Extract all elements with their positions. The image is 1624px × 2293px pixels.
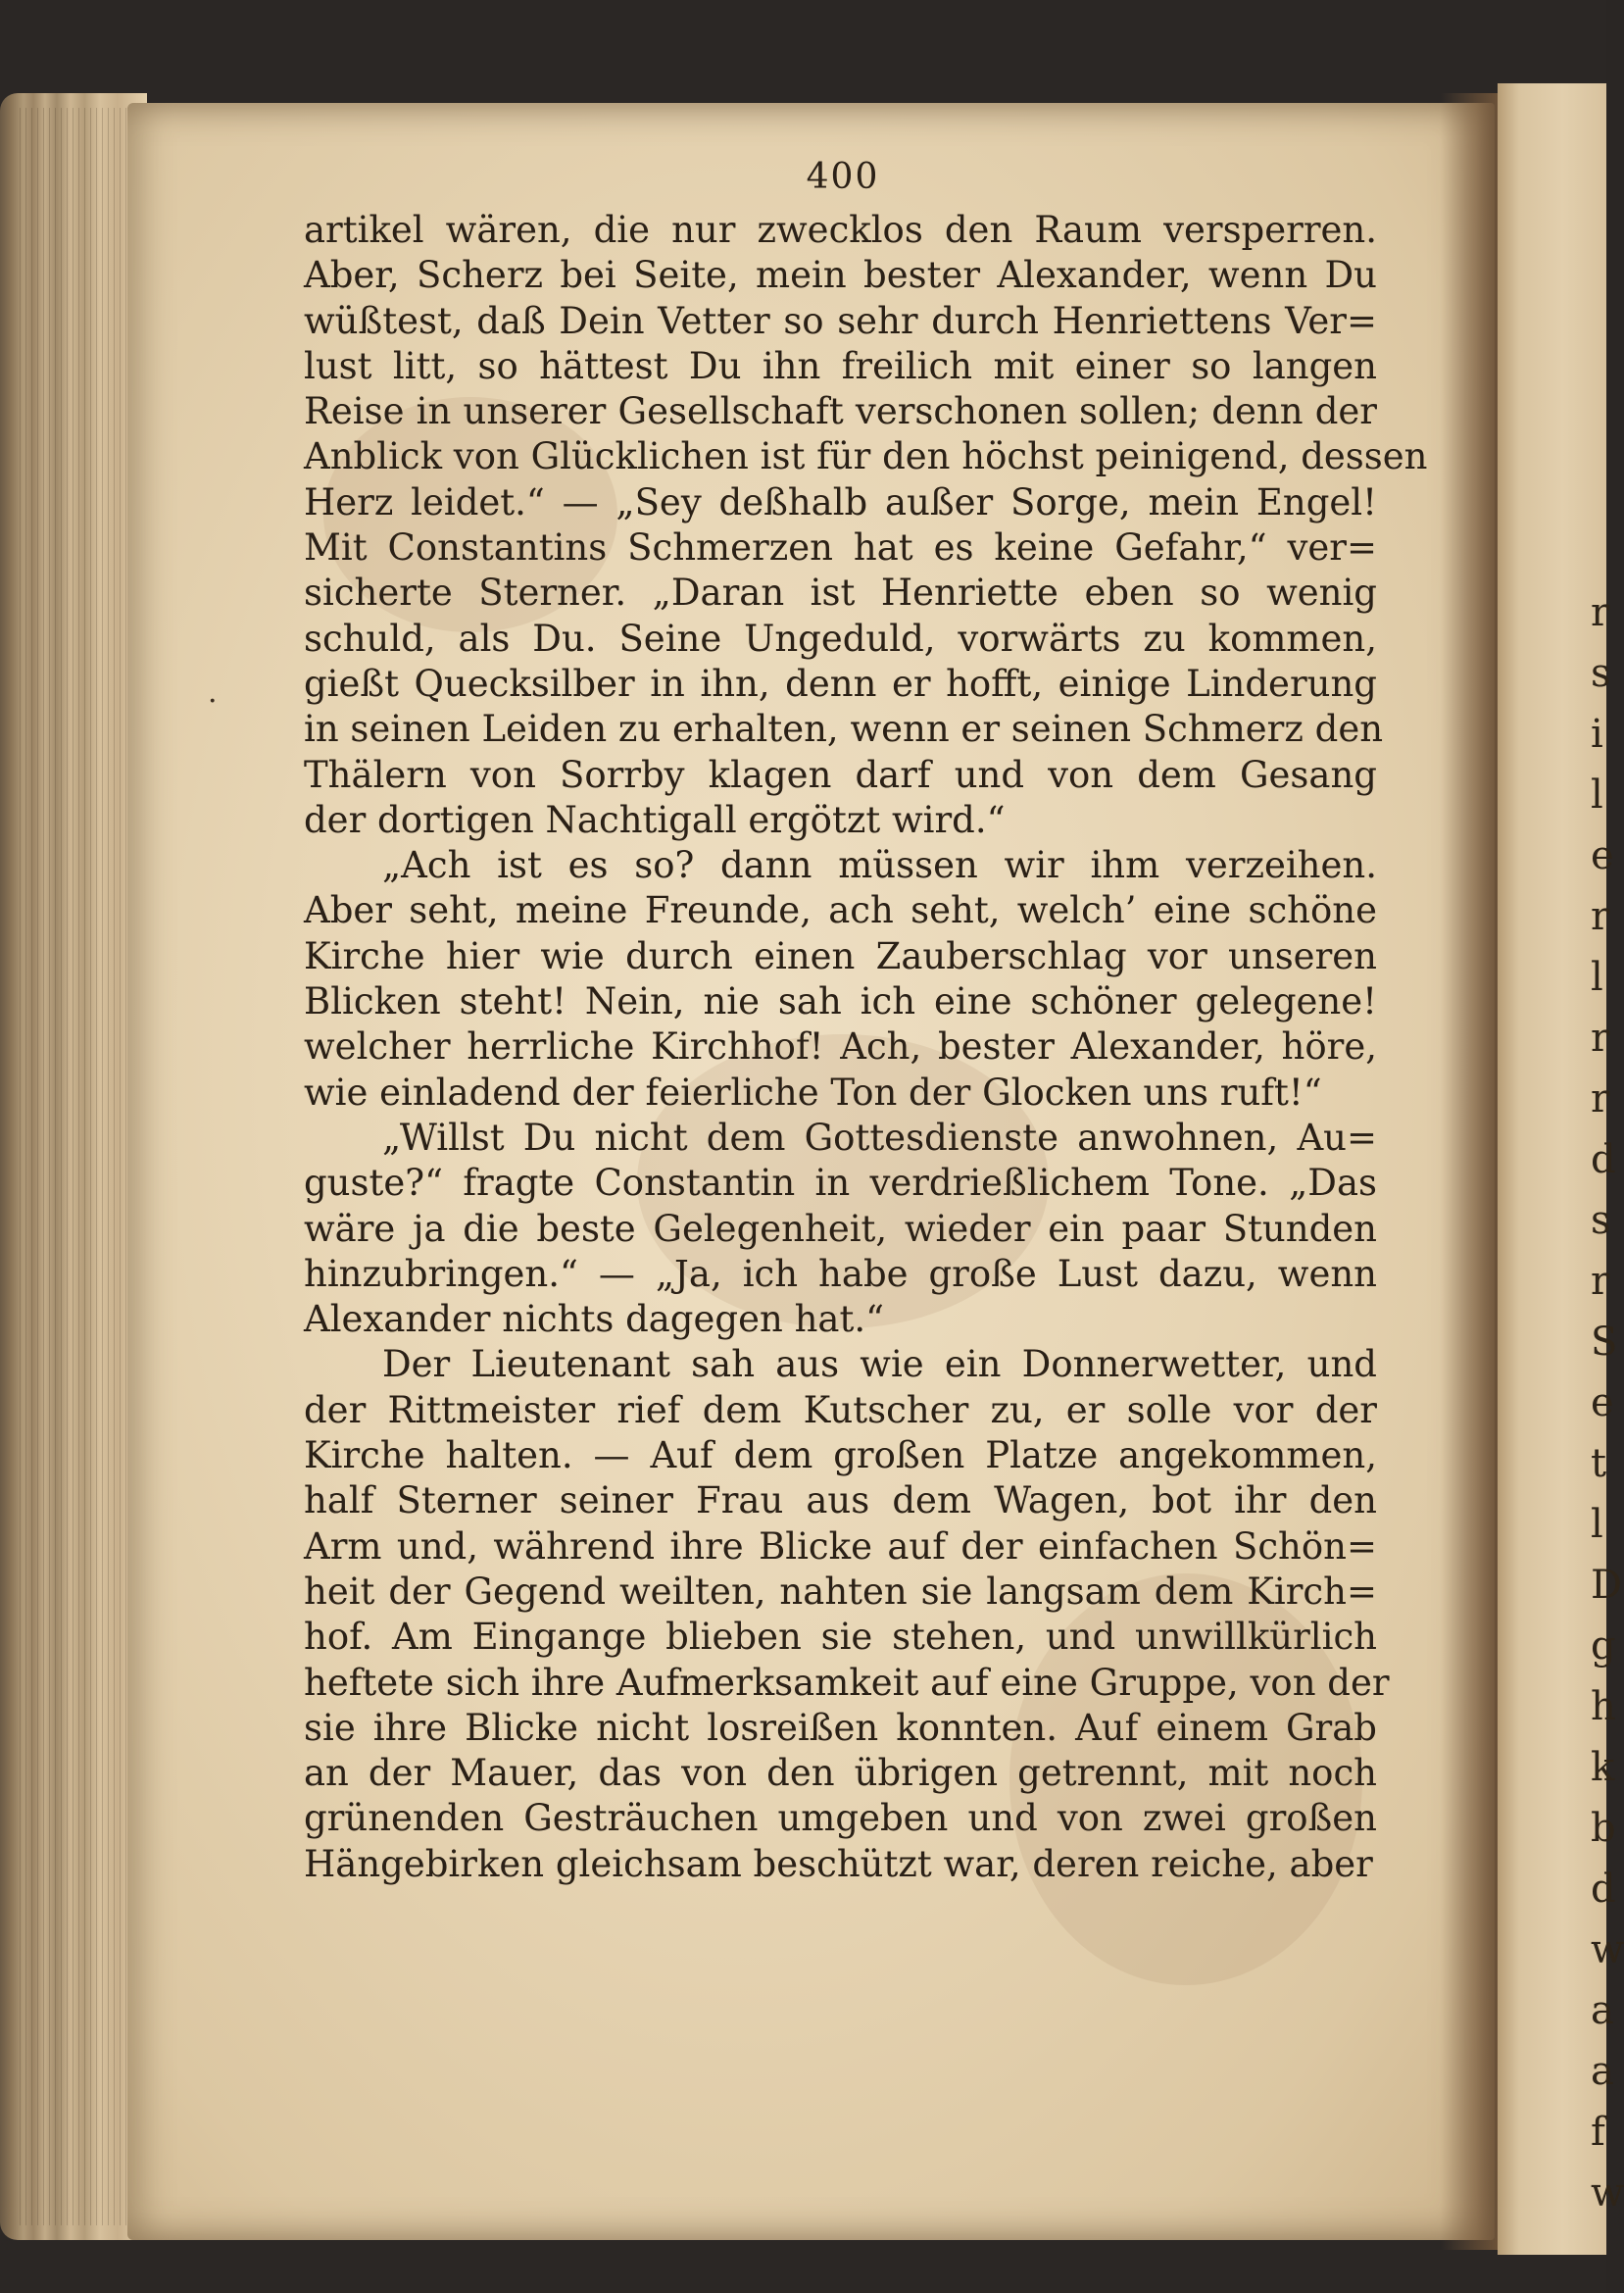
text-line: heftete sich ihre Aufmerksamkeit auf eine Gruppe, von der: [304, 1661, 1390, 1704]
text-line: half Sterner seiner Frau aus dem Wagen, bot ihr den: [304, 1479, 1377, 1522]
adjacent-page-fragment: s: [1591, 651, 1611, 696]
text-line: heit der Gegend weilten, nahten sie langsam dem Kirch=: [304, 1570, 1377, 1613]
adjacent-page-fragment: k: [1591, 1745, 1615, 1790]
text-line: Thälern von Sorrby klagen darf und von dem Gesang: [304, 753, 1377, 796]
text-line: in seinen Leiden zu erhalten, wenn er seinen Schmerz den: [304, 708, 1384, 751]
book-gutter: [1441, 93, 1500, 2250]
adjacent-page-fragment: f: [1591, 2110, 1605, 2155]
adjacent-page-fragment: D: [1591, 1563, 1623, 1608]
text-line: Alexander nichts dagegen hat.“: [304, 1298, 884, 1341]
text-line: lust litt, so hättest Du ihn freilich mit einer so langen: [304, 344, 1377, 387]
text-line: guste?“ fragte Constantin in verdrießlichem Tone. „Das: [304, 1162, 1377, 1205]
adjacent-page-fragment: r: [1591, 590, 1610, 635]
text-line: Aber, Scherz bei Seite, mein bester Alexander, wenn Du: [304, 254, 1377, 297]
adjacent-page-fragment: h: [1591, 1684, 1616, 1729]
page-number: 400: [806, 157, 880, 197]
page-body-text: [304, 208, 1428, 1887]
text-line: artikel wären, die nur zwecklos den Raum versperren.: [304, 209, 1377, 251]
text-line: Hängebirken gleichsam beschützt war, deren reiche, aber: [304, 1842, 1373, 1885]
adjacent-page-fragment: w: [1591, 1927, 1624, 1972]
adjacent-page-fragment: s: [1591, 1198, 1611, 1243]
text-line: wüßtest, daß Dein Vetter so sehr durch Henriettens Ver=: [304, 299, 1377, 342]
adjacent-page-fragment: r: [1591, 894, 1610, 939]
adjacent-page-fragment: a: [1591, 2049, 1614, 2094]
adjacent-page-fragment: l: [1591, 955, 1603, 1000]
text-line: der dortigen Nachtigall ergötzt wird.“: [304, 798, 1006, 841]
adjacent-page-fragment: e: [1591, 833, 1614, 878]
text-line: hof. Am Eingange blieben sie stehen, und unwillkürlich: [304, 1616, 1377, 1659]
text-line: Anblick von Glücklichen ist für den höchst peinigend, dessen: [304, 435, 1428, 478]
text-line: Kirche hier wie durch einen Zauberschlag vor unseren: [304, 934, 1377, 977]
text-line: „Willst Du nicht dem Gottesdienste anwohnen, Au=: [382, 1116, 1377, 1159]
adjacent-page-fragment: b: [1591, 1806, 1616, 1851]
margin-dot: ·: [208, 684, 218, 719]
adjacent-page-fragment: e: [1591, 1380, 1614, 1425]
adjacent-page-fragment: l: [1591, 773, 1603, 818]
adjacent-page-fragment: r: [1591, 1259, 1610, 1304]
adjacent-page-fragment: w: [1591, 2170, 1624, 2216]
adjacent-page: [1498, 83, 1624, 2255]
text-line: „Ach ist es so? dann müssen wir ihm verzeihen.: [382, 844, 1377, 887]
text-line: hinzubringen.“ — „Ja, ich habe große Lust dazu, wenn: [304, 1252, 1377, 1295]
adjacent-page-fragment: d: [1591, 1867, 1616, 1912]
adjacent-page-fragment: S: [1591, 1320, 1618, 1365]
text-line: an der Mauer, das von den übrigen getrennt, mit noch: [304, 1752, 1377, 1795]
adjacent-page-fragment: a: [1591, 1988, 1614, 2033]
text-line: Aber seht, meine Freunde, ach seht, welch’ eine schöne: [304, 889, 1377, 932]
adjacent-page-fragment: i: [1591, 712, 1603, 757]
text-line: gießt Quecksilber in ihn, denn er hofft, einige Linderung: [304, 662, 1377, 705]
text-line: Herz leidet.“ — „Sey deßhalb außer Sorge, mein Engel!: [304, 480, 1377, 523]
text-line: der Rittmeister rief dem Kutscher zu, er solle vor der: [304, 1388, 1377, 1431]
text-line: Mit Constantins Schmerzen hat es keine Gefahr,“ ver=: [304, 526, 1377, 570]
text-line: wäre ja die beste Gelegenheit, wieder ein paar Stunden: [304, 1207, 1377, 1250]
text-line: Kirche halten. — Auf dem großen Platze angekommen,: [304, 1434, 1377, 1477]
text-line: wie einladend der feierliche Ton der Glocken uns ruft!“: [304, 1071, 1322, 1114]
adjacent-page-fragment: l: [1591, 1502, 1603, 1547]
adjacent-page-fragment: r: [1591, 1016, 1610, 1061]
text-line: Der Lieutenant sah aus wie ein Donnerwetter, und: [382, 1343, 1377, 1386]
text-line: Blicken steht! Nein, nie sah ich eine schöner gelegene!: [304, 980, 1377, 1023]
text-line: sicherte Sterner. „Daran ist Henriette eben so wenig: [304, 572, 1377, 615]
adjacent-page-fragment: g: [1591, 1623, 1616, 1669]
adjacent-page-fragment: d: [1591, 1137, 1616, 1182]
text-line: Reise in unserer Gesellschaft verschonen sollen; denn der: [304, 390, 1377, 433]
adjacent-page-fragment: r: [1591, 1076, 1610, 1122]
text-line: Arm und, während ihre Blicke auf der einfachen Schön=: [304, 1524, 1377, 1568]
text-line: welcher herrliche Kirchhof! Ach, bester Alexander, höre,: [304, 1025, 1377, 1069]
adjacent-page-fragment: t: [1591, 1441, 1607, 1486]
text-line: grünenden Gesträuchen umgeben und von zwei großen: [304, 1797, 1377, 1840]
text-line: sie ihre Blicke nicht losreißen konnten. Auf einem Grab: [304, 1706, 1377, 1749]
page-edges-texture: [20, 108, 142, 2225]
text-line: schuld, als Du. Seine Ungeduld, vorwärts zu kommen,: [304, 617, 1377, 660]
